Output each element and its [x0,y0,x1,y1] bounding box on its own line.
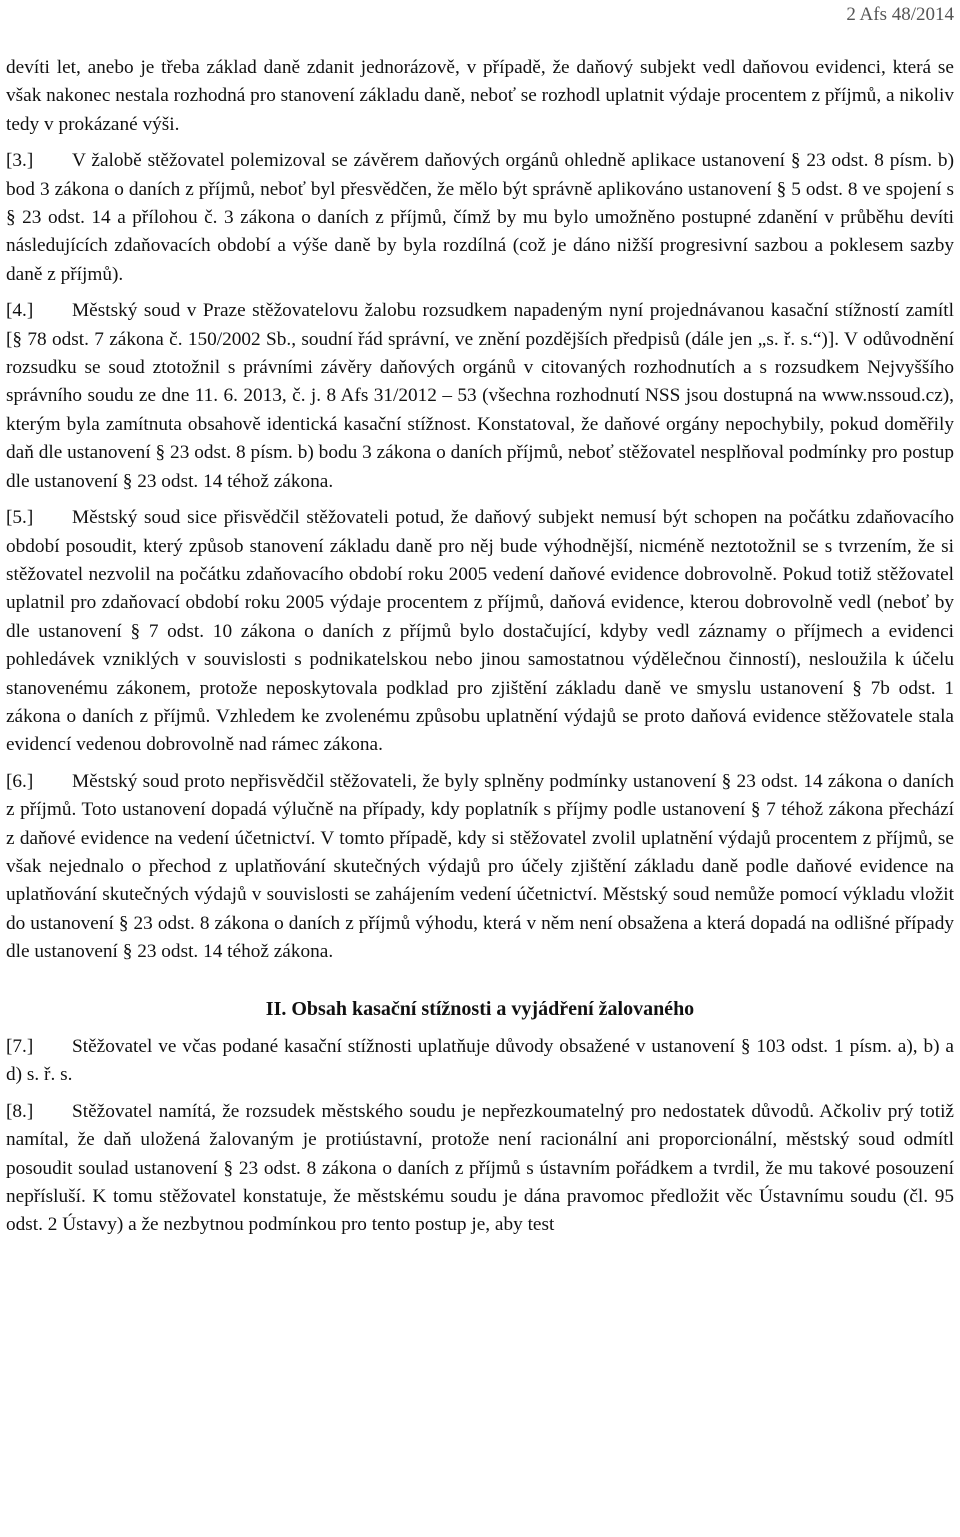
paragraph-continuation [6,54,954,139]
paragraph-text: Městský soud v Praze stěžovatelovu žalobu rozsudkem napadeným nyní projednávanou kasační stížností zamítl [§ 78 odst. 7 zákona č. 150/2002 Sb., soudní řád správní, ve znění pozdějších předpisů (dále jen „s. ř. s.“)]. V odůvodnění rozsudku se soud ztotožnil s právními závěry daňových orgánů v citovaných rozhodnutích a s rozsudkem Nejvyššího správního soudu ze dne 11. 6. 2013, č. j. 8 Afs 31/2012 – 53 (všechna rozhodnutí NSS jsou dostupná na www.nssoud.cz), kterým byla zamítnuta obsahově identická kasační stížnost. Konstatoval, že daňové orgány nepochybily, pokud doměřily daň dle ustanovení § 23 odst. 8 písm. b) bodu 3 zákona o daních příjmů, neboť stěžovatel nesplňoval podmínky pro postup dle ustanovení § 23 odst. 14 téhož zákona. [6,300,954,492]
paragraph-number: [3.] [6,150,34,172]
paragraph-number: [7.] [6,1036,34,1057]
paragraph-text: V žalobě stěžovatel polemizoval se závěrem daňových orgánů ohledně aplikace ustanovení § 23 odst. 8 písm. b) bod 3 zákona o daních z příjmů, neboť byl přesvědčen, že mělo být správně aplikováno ustanovení § 5 odst. 8 ve spojení s § 23 odst. 14 a přílohou č. 3 zákona o daních z příjmů, čímž by mu bylo umožněno postupné zdanění v průběhu devíti následujících zdaňovacích období a výše daně by byla rozdílná (což je dáno nižší progresivní sazbou a poklesem sazby daně z příjmů). [6,150,954,285]
paragraph-text: Stěžovatel namítá, že rozsudek městského soudu je nepřezkoumatelný pro nedostatek důvodů. Ačkoliv prý totiž namítal, že daň uložená žalovaným je protiústavní, protože není racionální ani proporcionální, městský soud odmítl posoudit soulad ustanovení § 23 odst. 8 zákona o daních z příjmů s ústavním pořádkem a tvrdil, že mu takové posouzení nepřísluší. K tomu stěžovatel konstatuje, že městskému soudu je dána pravomoc předložit věc Ústavnímu soudu (čl. 95 odst. 2 Ústavy) a že nezbytnou podmínkou pro tento postup je, aby test [6,1100,954,1236]
section-heading: II. Obsah kasační stížnosti a vyjádření žalovaného [265,997,695,1020]
document-body [6,54,954,1248]
case-number-header: 2 Afs 48/2014 [846,4,954,25]
paragraph-4 [6,297,954,496]
paragraph-6 [6,768,954,967]
paragraph-8 [6,1098,954,1240]
paragraph-text: Městský soud sice přisvědčil stěžovateli potud, že daňový subjekt nemusí být schopen na počátku zdaňovacího období posoudit, který způsob stanovení základu daně pro něj bude výhodnější, nicméně neztotožnil se s tvrzením, že si stěžovatel nezvolil na počátku zdaňovacího období roku 2005 vedení daňové evidence dobrovolně. Pokud totiž stěžovatel uplatnil pro zdaňovací období roku 2005 výdaje procentem z příjmů, daňová evidence, kterou dobrovolně vedl (neboť by dle ustanovení § 7 odst. 10 zákona o daních z příjmů bylo dostačující, kdyby vedl záznamy o příjmech a evidenci pohledávek vzniklých v souvislosti s podnikatelskou nebo jinou samostatnou výdělečnou činností), nesloužila k účelu stanovenému zákonem, protože neposkytovala podklad pro zjištění základu daně ve smyslu ustanovení § 7b odst. 1 zákona o daních z příjmů. Vzhledem ke zvolenému způsobu uplatnění výdajů se proto daňová evidence stěžovatele stala evidencí vedenou dobrovolně nad rámec zákona. [6,507,954,756]
paragraph-number: [6.] [6,770,34,792]
paragraph-number: [8.] [6,1100,34,1122]
paragraph-3 [6,147,954,289]
paragraph-text: Městský soud proto nepřisvědčil stěžovateli, že byly splněny podmínky ustanovení § 23 odst. 14 zákona o daních z příjmů. Toto ustanovení dopadá výlučně na případy, kdy poplatník s příjmy podle ustanovení § 7 téhož zákona přechází z daňové evidence na vedení účetnictví. V tomto případě, kdy si stěžovatel zvolil uplatnění výdajů procentem z příjmů, se však nejednalo o přechod z uplatňování skutečných výdajů pro účely zjištění základu daně podle daňové evidence na uplatňování skutečných výdajů v souvislosti se zahájením vedení účetnictví. Městský soud nemůže pomocí výkladu vložit do ustanovení § 23 odst. 8 zákona o daních z příjmů výhodu, která v něm není obsažena a která dopadá na odlišné případy dle ustanovení § 23 odst. 14 téhož zákona. [6,770,954,963]
paragraph-text: devíti let, anebo je třeba základ daně zdanit jednorázově, v případě, že daňový subjekt vedl daňovou evidenci, která se však nakonec nestala rozhodná pro stanovení základu daně, neboť se rozhodl uplatnit výdaje procentem z příjmů, a nikoliv tedy v prokázané výši. [6,57,954,135]
paragraph-7 [6,1033,954,1090]
paragraph-number: [4.] [6,300,34,322]
paragraph-text: Stěžovatel ve včas podané kasační stížnosti uplatňuje důvody obsažené v ustanovení § 103 odst. 1 písm. a), b) a d) s. ř. s. [6,1036,954,1086]
paragraph-number: [5.] [6,507,34,529]
paragraph-5 [6,504,954,760]
